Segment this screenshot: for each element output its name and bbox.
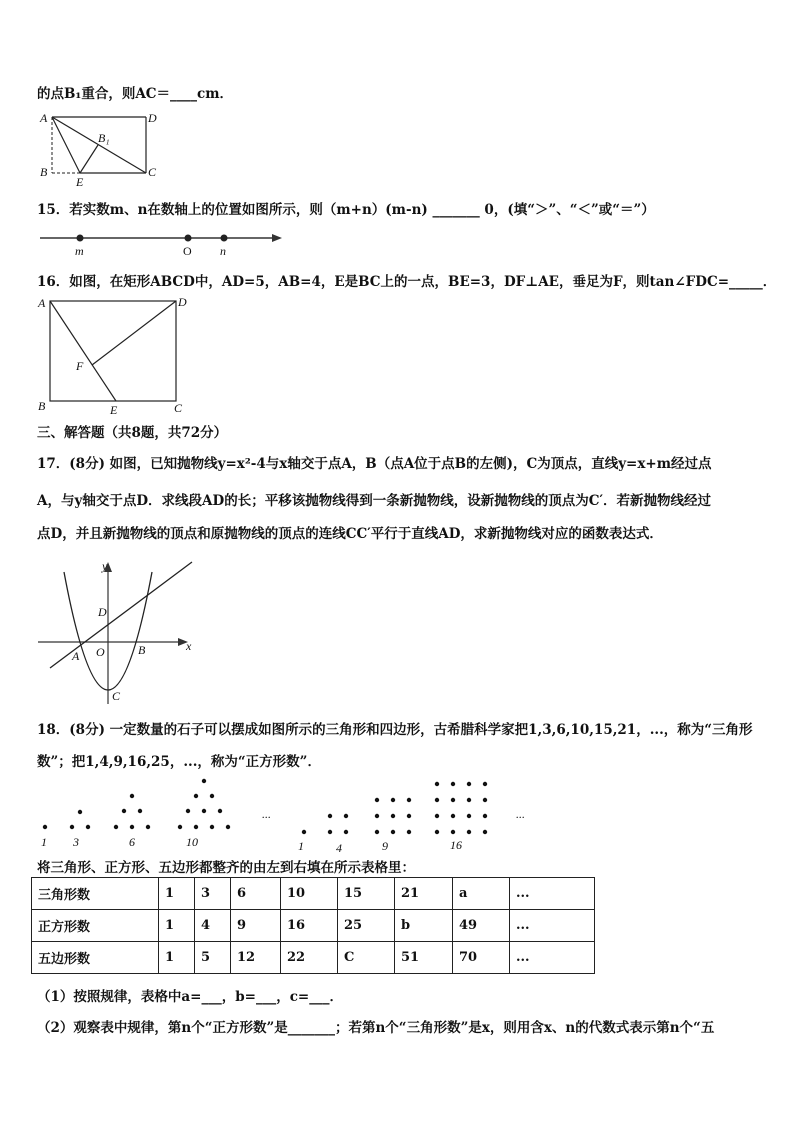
q15-label-n: n — [220, 244, 226, 258]
tri-ellipsis: ... — [262, 807, 271, 821]
tri-label-10: 10 — [186, 835, 198, 849]
tri-label-3: 3 — [73, 835, 79, 849]
fig16-label-c: C — [174, 401, 183, 415]
sq-label-9: 9 — [382, 839, 388, 853]
table-cell: a — [453, 878, 510, 910]
fig14-label-c: C — [148, 165, 157, 179]
table-row — [32, 878, 595, 910]
fig17-label-c: C — [112, 689, 121, 703]
fig17-label-y: y — [102, 559, 108, 573]
sq-label-1: 1 — [298, 839, 304, 853]
fig16-label-d: D — [178, 295, 187, 309]
table-cell: C — [338, 942, 395, 974]
q18-table-intro: 将三角形、正方形、五边形都整齐的由左到右填在所示表格里： — [37, 860, 415, 876]
table-cell: 1 — [159, 910, 195, 942]
sq-label-4: 4 — [336, 841, 342, 855]
q18-line2: 数”；把1,4,9,16,25，...，称为“正方形数”． — [37, 754, 321, 770]
fig14-label-d: D — [148, 111, 157, 125]
q18-sub2: （2）观察表中规律，第n个“正方形数”是_______；若第n个“三角形数”是x，则用含x、n的代数式表示第n个“五 — [37, 1020, 715, 1036]
fig16-label-e: E — [110, 403, 118, 416]
q18-dot-patterns — [30, 772, 540, 860]
table-cell: 22 — [281, 942, 338, 974]
table-cell: 21 — [395, 878, 453, 910]
q16-figure — [36, 294, 196, 420]
table-cell: ... — [510, 910, 595, 942]
q15-label-m: m — [75, 244, 84, 258]
table-cell: 五边形数 — [32, 942, 159, 974]
table-cell: 15 — [338, 878, 395, 910]
table-cell: 12 — [231, 942, 281, 974]
table-row — [32, 942, 595, 974]
table-cell: 6 — [231, 878, 281, 910]
fig14-label-e: E — [76, 175, 84, 189]
fig16-label-a: A — [38, 296, 46, 310]
table-cell: 正方形数 — [32, 910, 159, 942]
section-heading: 三、解答题（共8题，共72分） — [37, 425, 228, 441]
q16-text: 16．如图，在矩形ABCD中，AD=5，AB=4，E是BC上的一点，BE=3，DF⊥AE，垂足为F，则tan∠FDC=_____． — [37, 274, 777, 290]
q17-line1: 17．(8分) 如图，已知抛物线y=x²-4与x轴交于点A，B（点A位于点B的左侧)，C为顶点，直线y=x+m经过点 — [37, 456, 712, 472]
q15-number-line — [38, 228, 284, 262]
table-cell: 1 — [159, 942, 195, 974]
table-cell: 70 — [453, 942, 510, 974]
q15-label-o: O — [183, 244, 192, 258]
fig16-label-f: F — [76, 359, 84, 373]
fig17-label-d: D — [98, 605, 107, 619]
table-cell: 16 — [281, 910, 338, 942]
fig17-label-b: B — [138, 643, 146, 657]
fig17-label-a: A — [72, 649, 80, 663]
table-cell: 51 — [395, 942, 453, 974]
table-cell: ... — [510, 878, 595, 910]
table-cell: 10 — [281, 878, 338, 910]
table-cell: 4 — [195, 910, 231, 942]
q17-line3: 点D，并且新抛物线的顶点和原抛物线的顶点的连线CC′平行于直线AD，求新抛物线对应的函数表达式． — [37, 526, 663, 542]
q17-line2: A，与y轴交于点D．求线段AD的长；平移该抛物线得到一条新抛物线，设新抛物线的顶点为C′．若新抛物线经过 — [37, 493, 712, 509]
fig14-label-a: A — [40, 111, 48, 125]
fig14-label-b: B — [40, 165, 48, 179]
table-cell: ... — [510, 942, 595, 974]
table-cell: 25 — [338, 910, 395, 942]
tri-label-1: 1 — [41, 835, 47, 849]
tri-label-6: 6 — [129, 835, 135, 849]
q17-parabola-figure — [36, 550, 198, 712]
q14-tail-text: 的点B₁重合，则AC＝____cm． — [37, 86, 234, 102]
sq-ellipsis: ... — [516, 807, 525, 821]
q18-sub1: （1）按照规律，表格中a=___，b=___，c=___． — [37, 989, 343, 1005]
fig14-label-b1: B₁ — [98, 131, 110, 145]
q15-text: 15．若实数m、n在数轴上的位置如图所示，则（m+n）(m-n) _______ 0，(填“＞”、“＜”或“＝”） — [37, 202, 655, 218]
q18-line1: 18．(8分) 一定数量的石子可以摆成如图所示的三角形和四边形，古希腊科学家把1,3,6,10,15,21，...，称为“三角形 — [37, 722, 753, 738]
table-cell: 三角形数 — [32, 878, 159, 910]
q14-figure — [36, 110, 166, 194]
table-cell: 9 — [231, 910, 281, 942]
fig16-label-b: B — [38, 399, 46, 413]
sq-label-16: 16 — [450, 838, 462, 852]
number-table — [31, 877, 595, 974]
table-row — [32, 910, 595, 942]
table-cell: 3 — [195, 878, 231, 910]
table-cell: 49 — [453, 910, 510, 942]
table-cell: b — [395, 910, 453, 942]
fig17-label-o: O — [96, 645, 105, 659]
fig17-label-x: x — [186, 639, 192, 653]
table-cell: 5 — [195, 942, 231, 974]
table-cell: 1 — [159, 878, 195, 910]
